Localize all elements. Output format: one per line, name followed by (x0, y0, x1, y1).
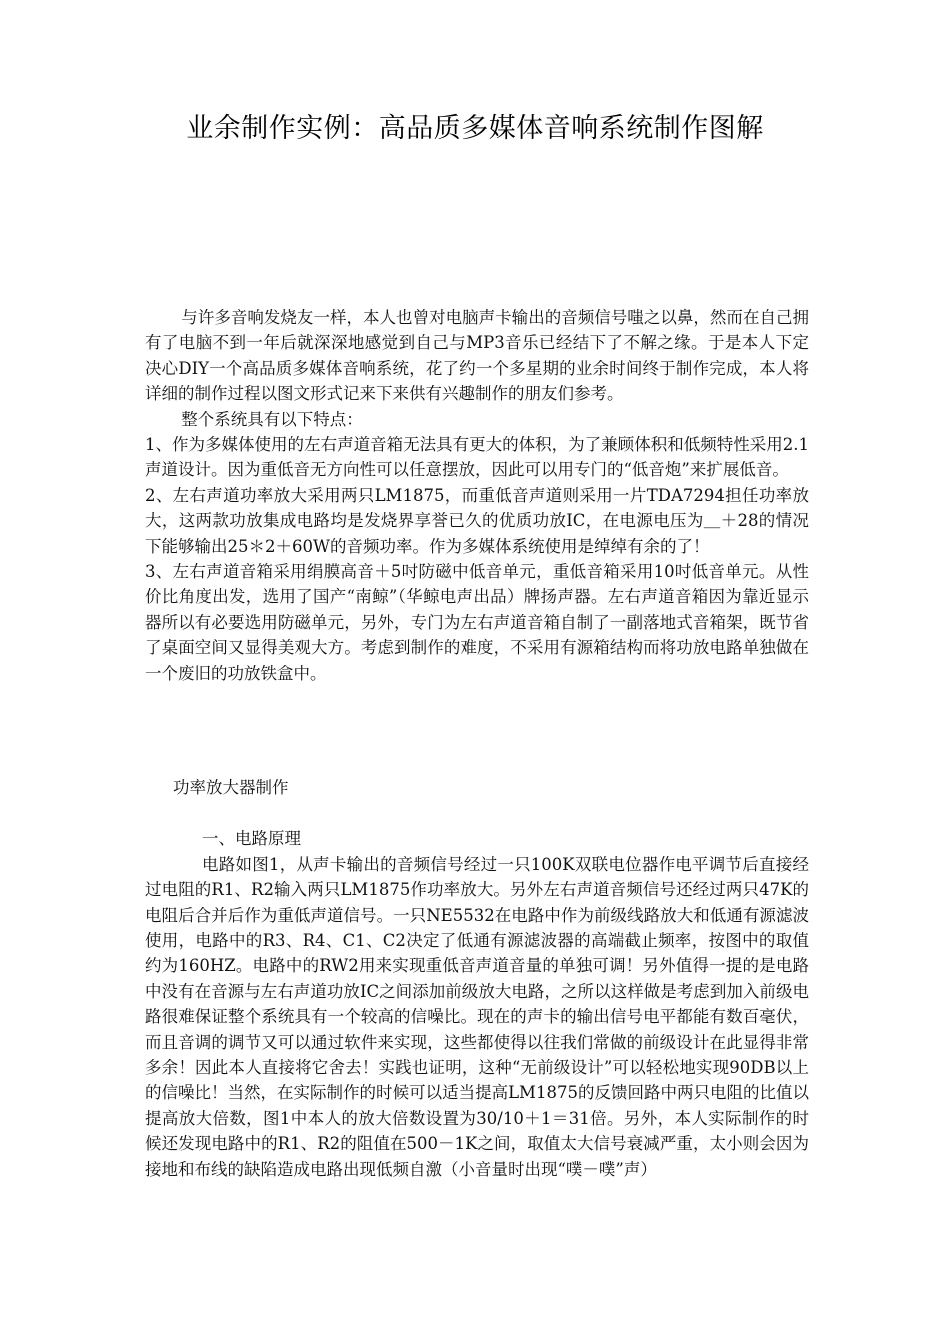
subsection-heading: 一、电路原理 (202, 829, 301, 849)
section-heading: 功率放大器制作 (173, 778, 289, 797)
feature-item-1: 1、作为多媒体使用的左右声道音箱无法具有更大的体积，为了兼顾体积和低频特性采用2.1声道设计。因为重低音无方向性可以任意摆放，因此可以用专门的“低音炮”来扩展低音。 (145, 435, 809, 480)
circuit-paragraph: 电路如图1，从声卡输出的音频信号经过一只100K双联电位器作电平调节后直接经过电阻的R1、R2输入两只LM1875作功率放大。另外左右声道音频信号还经过两只47K的电阻后合并后作为重低声道信号。一只NE5532在电路中作为前级线路放大和低通有源滤波使用，电路中的R3、R4、C1、C2决定了低通有源滤波器的高端截止频率，按图中的取值约为160HZ。电路中的RW2用来实现重低音声道音量的单独可调！另外值得一提的是电路中没有在音源与左右声道功放IC之间添加前级放大电路，之所以这样做是考虑到加入前级电路很难保证整个系统具有一个较高的信噪比。现在的声卡的输出信号电平都能有数百毫伏，而且音调的调节又可以通过软件来实现，这些都使得以往我们常做的前级设计在此显得非常多余！因此本人直接将它舍去！实践也证明，这种“无前级设计”可以轻松地实现90DB以上的信噪比！当然，在实际制作的时候可以适当提高LM1875的反馈回路中两只电阻的比值以提高放大倍数，图1中本人的放大倍数设置为30/10＋1＝31倍。另外，本人实际制作的时候还发现电路中的R1、R2的阻值在500－1K之间，取值太大信号衰减严重，太小则会因为接地和布线的缺陷造成电路出现低频自激（小音量时出现“噗－噗”声） (145, 854, 809, 1179)
intro-paragraph: 与许多音响发烧友一样，本人也曾对电脑声卡输出的音频信号嗤之以鼻，然而在自己拥有了电脑不到一年后就深深地感觉到自己与MP3音乐已经结下了不解之缘。于是本人下定决心DIY一个高品质多媒体音响系统，花了约一个多星期的业余时间终于制作完成，本人将详细的制作过程以图文形式记来下来供有兴趣制作的朋友们参考。 (145, 308, 809, 404)
document-body-upper (145, 305, 809, 686)
feature-item-2: 2、左右声道功率放大采用两只LM1875，而重低音声道则采用一片TDA7294担任功率放大，这两款功放集成电路均是发烧界享誉已久的优质功放IC，在电源电压为＿＋28的情况下能够输出25＊2＋60W的音频功率。作为多媒体系统使用是绰绰有余的了！ (145, 485, 809, 556)
features-heading: 整个系统具有以下特点： (181, 409, 363, 429)
document-title: 业余制作实例：高品质多媒体音响系统制作图解 (186, 113, 764, 144)
document-body-lower (145, 775, 809, 1182)
feature-item-3: 3、左右声道音箱采用绢膜高音＋5吋防磁中低音单元，重低音箱采用10吋低音单元。从性价比角度出发，选用了国产“南鲸”（华鲸电声出品）牌扬声器。左右声道音箱因为靠近显示器所以有必要选用防磁单元，另外，专门为左右声道音箱自制了一副落地式音箱架，既节省了桌面空间又显得美观大方。考虑到制作的难度，不采用有源箱结构而将功放电路单独做在一个废旧的功放铁盒中。 (145, 562, 809, 683)
